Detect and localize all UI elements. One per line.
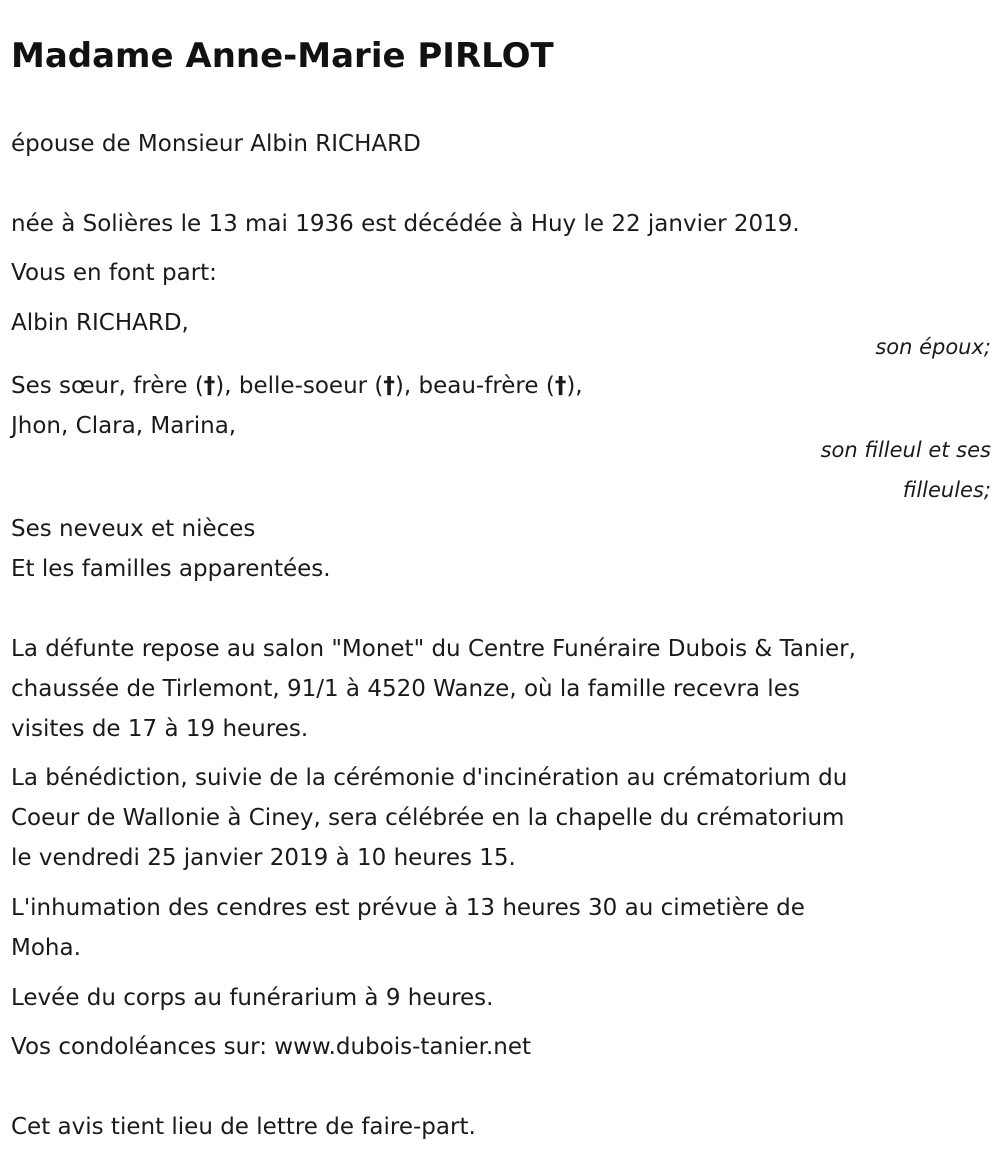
godchildren-role-line-2: filleules;	[902, 478, 991, 502]
ceremony-line: le vendredi 25 janvier 2019 à 10 heures 15.	[11, 845, 516, 871]
announce-intro: Vous en font part:	[11, 260, 217, 286]
levee-line: Levée du corps au funérarium à 9 heures.	[11, 985, 494, 1011]
cross-icon: †	[554, 373, 567, 399]
cross-icon: †	[203, 373, 216, 399]
birth-death-line: née à Solières le 13 mai 1936 est décédée à Huy le 22 janvier 2019.	[11, 211, 800, 237]
siblings-text-1: Ses sœur, frère (	[11, 373, 204, 399]
spouse-name: Albin RICHARD,	[11, 310, 189, 336]
siblings-text-3: ), beau-frère (	[394, 373, 555, 399]
spouse-line: épouse de Monsieur Albin RICHARD	[11, 131, 421, 157]
siblings-line	[11, 366, 583, 406]
deceased-name-title: Madame Anne-Marie PIRLOT	[11, 36, 554, 76]
ceremony-line: Coeur de Wallonie à Ciney, sera célébrée en la chapelle du crématorium	[11, 805, 845, 831]
closing-line: Cet avis tient lieu de lettre de faire-part.	[11, 1114, 476, 1140]
families-line: Et les familles apparentées.	[11, 556, 331, 582]
rest-line: chaussée de Tirlemont, 91/1 à 4520 Wanze, où la famille recevra les	[11, 676, 800, 702]
godchildren-names: Jhon, Clara, Marina,	[11, 413, 237, 439]
cross-icon: †	[383, 373, 395, 399]
rest-line: La défunte repose au salon "Monet" du Centre Funéraire Dubois & Tanier,	[11, 636, 856, 662]
condolences-line: Vos condoléances sur: www.dubois-tanier.net	[11, 1034, 532, 1060]
burial-line: L'inhumation des cendres est prévue à 13 heures 30 au cimetière de	[11, 895, 805, 921]
nephews-line: Ses neveux et nièces	[11, 516, 256, 542]
godchildren-role-line-1: son filleul et ses	[820, 438, 991, 462]
burial-line: Moha.	[11, 935, 81, 961]
rest-line: visites de 17 à 19 heures.	[11, 716, 309, 742]
siblings-text-2: ), belle-soeur (	[215, 373, 384, 399]
ceremony-line: La bénédiction, suivie de la cérémonie d'incinération au crématorium du	[11, 765, 848, 791]
spouse-role: son époux;	[875, 335, 991, 359]
siblings-text-4: ),	[566, 373, 583, 399]
